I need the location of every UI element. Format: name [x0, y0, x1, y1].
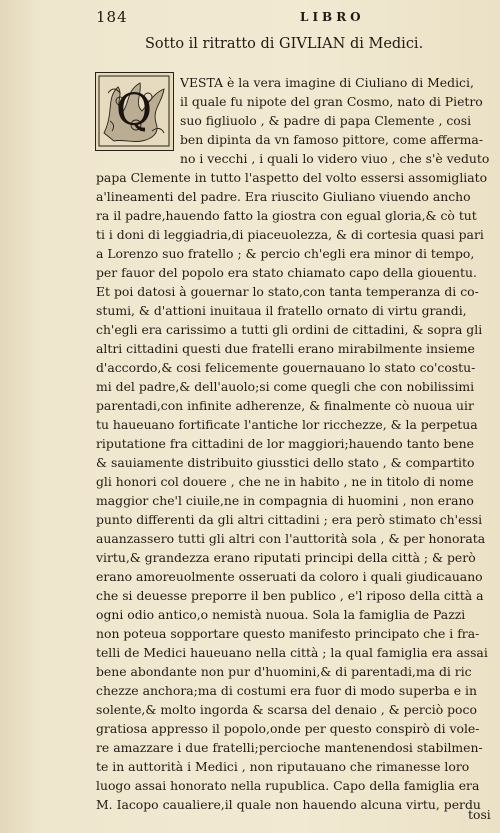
text-line: gratiosa appresso il popolo,onde per questo conspirò di vole- — [96, 721, 480, 736]
dropcap-letter: Q — [115, 85, 153, 136]
text-line: Et poi datosi à gouernar lo stato,con tanta temperanza di co- — [96, 284, 479, 299]
text-line: & sauiamente distribuito giusstici dello stato , & compartito — [96, 455, 475, 470]
decorated-initial — [95, 72, 174, 151]
text-line: suo figliuolo , & padre di papa Clemente , cosi — [180, 113, 472, 128]
text-line: te in auttorità i Medici , non riputauano che rimanesse loro — [96, 759, 470, 774]
text-line: parentadi,con infinite adherenze, & finalmente cò nuoua uir — [96, 398, 474, 413]
text-line: no i vecchi , i quali lo videro viuo , che s'è veduto — [180, 151, 490, 166]
text-line: papa Clemente in tutto l'aspetto del volto essersi assomigliato — [96, 170, 488, 185]
text-line: virtu,& grandezza erano riputati principi della città ; & però — [96, 550, 476, 565]
text-line: bene abondante non pur d'huomini,& di parentadi,ma di ric — [96, 664, 472, 679]
text-line: re amazzare i due fratelli;percioche mantenendosi stabilmen- — [96, 740, 483, 755]
page-header — [96, 8, 480, 28]
text-line: d'accordo,& cosi felicemente gouernauano lo stato co'costu- — [96, 360, 476, 375]
text-line: erano amoreuolmente osseruati da coloro i quali giudicauano — [96, 569, 483, 584]
text-line: mi del padre,& dell'auolo;si come quegli che con nobilissimi — [96, 379, 475, 394]
text-line: telli de Medici haueuano nella città ; la qual famiglia era assai — [96, 645, 488, 660]
text-line: gli honori col douere , che ne in habito , ne in titolo di nome — [96, 474, 474, 489]
text-line: solente,& molto ingorda & scarsa del denaio , & perciò poco — [96, 702, 477, 717]
text-line: altri cittadini questi due fratelli erano mirabilmente insieme — [96, 341, 475, 356]
text-line: ogni odio antico,o nemistà nuoua. Sola la famiglia de Pazzi — [96, 607, 466, 622]
text-line: VESTA è la vera imagine di Ciuliano di Medici, — [180, 75, 474, 90]
text-line: luogo assai honorato nella rupublica. Capo della famiglia era — [96, 778, 480, 793]
text-line: ra il padre,hauendo fatto la giostra con egual gloria,& cò tut — [96, 208, 477, 223]
text-line: maggior che'l ciuile,ne in compagnia di huomini , non erano — [96, 493, 474, 508]
text-line: ben dipinta da vn famoso pittore, come afferma- — [180, 132, 484, 147]
floral-ornament-icon — [96, 73, 172, 149]
running-head: LIBRO — [300, 10, 365, 24]
text-line: a'lineamenti del padre. Era riuscito Giuliano viuendo ancho — [96, 189, 471, 204]
text-line: ti i doni di leggiadria,di piaceuolezza, & di cortesia quasi pari — [96, 227, 484, 242]
text-line: tu haueuano fortificate l'antiche lor ricchezze, & la perpetua — [96, 417, 478, 432]
text-line: il quale fu nipote del gran Cosmo, nato di Pietro — [180, 94, 483, 109]
text-line: auanzassero tutti gli altri con l'auttorità sola , & per honorata — [96, 531, 486, 546]
text-line: punto differenti da gli altri cittadini ; era però stimato ch'essi — [96, 512, 483, 527]
text-line: a Lorenzo suo fratello ; & percio ch'egli era minor di tempo, — [96, 246, 475, 261]
text-line: non poteua sopportare questo manifesto principato che i fra- — [96, 626, 480, 641]
catchword: tosi — [468, 807, 491, 822]
page-number: 184 — [96, 8, 128, 26]
text-line: chezze anchora;ma di costumi era fuor di modo superba e in — [96, 683, 477, 698]
text-line: per fauor del popolo era stato chiamato capo della giouentu. — [96, 265, 477, 280]
text-line: stumi, & d'attioni inuitaua il fratello ornato di virtu grandi, — [96, 303, 467, 318]
text-line: M. Iacopo caualiere,il quale non hauendo alcuna virtu, perdu — [96, 797, 481, 812]
text-line: ch'egli era carissimo a tutti gli ordini de cittadini, & sopra gli — [96, 322, 483, 337]
text-line: che si deuesse preporre il ben publico , e'l riposo della città a — [96, 588, 484, 603]
text-line: riputatione fra cittadini de lor maggiori;hauendo tanto bene — [96, 436, 474, 451]
section-title: Sotto il ritratto di GIVLIAN di Medici. — [145, 36, 424, 52]
